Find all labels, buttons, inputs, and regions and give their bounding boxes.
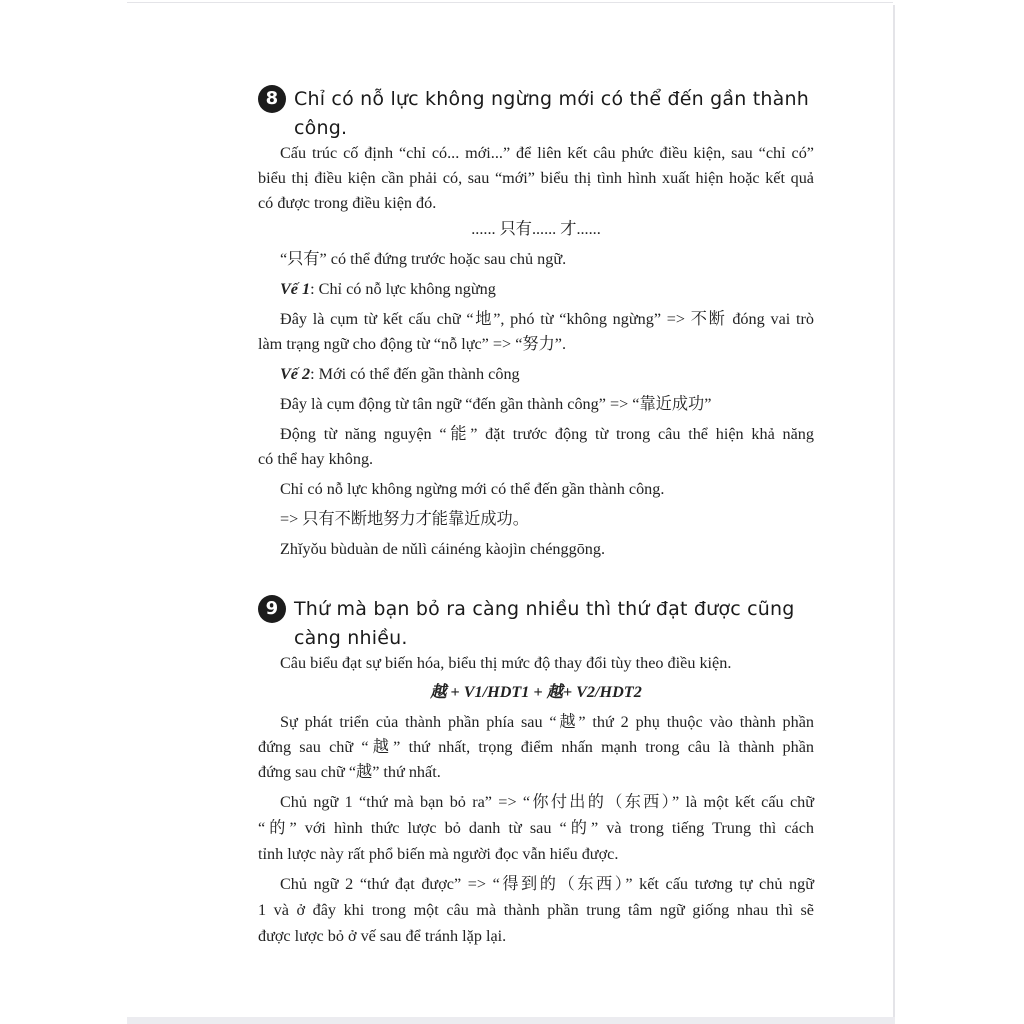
example-vietnamese: Chỉ có nỗ lực không ngừng mới có thể đến gần thành công. xyxy=(280,480,665,498)
paragraph-line: biểu thị điều kiện cần phải có, sau “mới” biểu thị tình hình xuất hiện hoặc kết quả xyxy=(258,169,814,187)
paragraph-line: đứng sau chữ “越” thứ nhất, trọng điểm nhấn mạnh trong câu là thành phần xyxy=(258,738,814,756)
paragraph-line: 1 và ở đây khi trong một câu mà thành phần trung tâm ngữ giống nhau thì sẽ xyxy=(258,901,814,919)
page-shadow xyxy=(127,1017,895,1024)
section-title-line: Thứ mà bạn bỏ ra càng nhiều thì thứ đạt được cũng xyxy=(294,598,795,620)
paragraph-line: Chủ ngữ 2 “thứ đạt được” => “得到的（东西）” kết cấu tương tự chủ ngữ xyxy=(280,875,814,893)
paragraph-line: được lược bỏ ở vế sau để tránh lặp lại. xyxy=(258,927,507,945)
section-title-line: công. xyxy=(294,117,348,139)
clause-label: Vế 1 xyxy=(280,280,311,298)
clause-text: : Mới có thể đến gần thành công xyxy=(310,365,520,383)
example-pinyin: Zhǐyǒu bùduàn de nǔlì cáinéng kàojìn chénggōng. xyxy=(280,540,606,558)
formula: 越 + V1/HDT1 + 越+ V2/HDT2 xyxy=(430,683,642,701)
clause-1-line xyxy=(280,278,496,300)
paragraph-line: Chủ ngữ 1 “thứ mà bạn bỏ ra” => “你付出的（东西）” là một kết cấu chữ xyxy=(280,793,814,811)
paragraph-line: đứng sau chữ “越” thứ nhất. xyxy=(258,763,441,781)
book-page xyxy=(127,3,893,1017)
paragraph-line: Đây là cụm từ kết cấu chữ “地”, phó từ “không ngừng” => 不断 đóng vai trò xyxy=(280,310,814,328)
paragraph-line: Câu biểu đạt sự biến hóa, biểu thị mức độ thay đổi tùy theo điều kiện. xyxy=(280,654,732,672)
clause-2-line xyxy=(280,363,520,385)
clause-text: : Chỉ có nỗ lực không ngừng xyxy=(310,280,496,298)
section-title-line: càng nhiều. xyxy=(294,627,408,649)
section-number-badge: 8 xyxy=(258,85,286,113)
paragraph-line: Cấu trúc cố định “chỉ có... mới...” để liên kết câu phức điều kiện, sau “chỉ có” xyxy=(280,144,814,162)
clause-label: Vế 2 xyxy=(280,365,311,383)
paragraph-line: “的” với hình thức lược bỏ danh từ sau “的” và trong tiếng Trung thì cách xyxy=(258,819,814,837)
paragraph-line: Sự phát triển của thành phần phía sau “越” thứ 2 phụ thuộc vào thành phần xyxy=(280,713,814,731)
paragraph-line: tỉnh lược này rất phổ biến mà người đọc vẫn hiểu được. xyxy=(258,845,619,863)
paragraph-line: có thể hay không. xyxy=(258,450,374,468)
paragraph-line: “只有” có thể đứng trước hoặc sau chủ ngữ. xyxy=(280,250,567,268)
paragraph-line: có được trong điều kiện đó. xyxy=(258,194,437,212)
formula: ...... 只有...... 才...... xyxy=(471,220,601,238)
section-title-line: Chỉ có nỗ lực không ngừng mới có thể đến gần thành xyxy=(294,88,809,110)
paragraph-line: Động từ năng nguyện “能” đặt trước động từ trong câu thể hiện khả năng xyxy=(280,425,814,443)
paragraph-line: làm trạng ngữ cho động từ “nỗ lực” => “努力”. xyxy=(258,335,566,353)
paragraph-line: Đây là cụm động từ tân ngữ “đến gần thành công” => “靠近成功” xyxy=(280,395,712,413)
example-chinese: => 只有不断地努力才能靠近成功。 xyxy=(280,510,529,528)
section-number-badge: 9 xyxy=(258,595,286,623)
